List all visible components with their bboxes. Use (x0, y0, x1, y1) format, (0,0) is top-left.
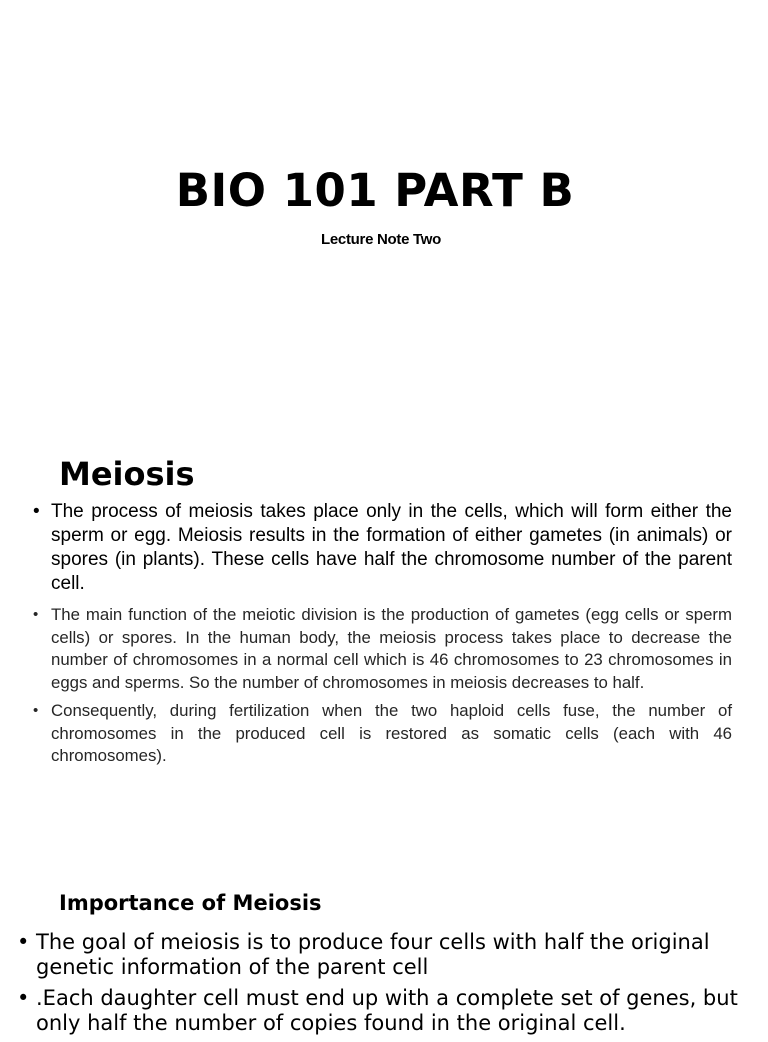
bullet-item (17, 986, 762, 1036)
bullet-text: Consequently, during fertilization when the two haploid cells fuse, the number of chromosomes in the produced cell is restored as somatic cells (each with 46 chromosomes). (51, 701, 732, 765)
meiosis-heading: Meiosis (59, 455, 195, 493)
importance-heading: Importance of Meiosis (59, 891, 322, 915)
bullet-dot-icon: • (33, 606, 39, 623)
bullet-text: The process of meiosis takes place only in the cells, which will form either the sperm or egg. Meiosis results in the formation of either gametes (in animals) or spores (in plants). These cells have half the chromosome number of the parent cell. (51, 501, 732, 594)
bullet-item (30, 500, 732, 596)
meiosis-bullet-list (30, 500, 732, 774)
importance-bullet-list (17, 930, 762, 1042)
bullet-text: .Each daughter cell must end up with a complete set of genes, but only half the number of copies found in the original cell. (36, 986, 738, 1035)
bullet-item (30, 700, 732, 768)
bullet-dot-icon: • (33, 702, 39, 719)
bullet-item (17, 930, 762, 980)
bullet-text: The main function of the meiotic division is the production of gametes (egg cells or sperm cells) or spores. In the human body, the meiosis process takes place to decrease the number of chromosomes in a normal cell which is 46 chromosomes to 23 chromosomes in eggs and sperms. So the number of chromosomes in meiosis decreases to half. (51, 605, 732, 692)
meiosis-slide (0, 420, 768, 840)
bullet-dot-icon: • (33, 501, 40, 522)
page-subtitle: Lecture Note Two (321, 231, 441, 248)
bullet-dot-icon: • (17, 930, 30, 954)
bullet-dot-icon: • (17, 986, 30, 1010)
bullet-item (30, 604, 732, 694)
bullet-text: The goal of meiosis is to produce four cells with half the original genetic information of the parent cell (36, 930, 710, 979)
page-title: BIO 101 PART B (175, 164, 575, 217)
title-slide (0, 0, 768, 420)
importance-slide (0, 840, 768, 1035)
